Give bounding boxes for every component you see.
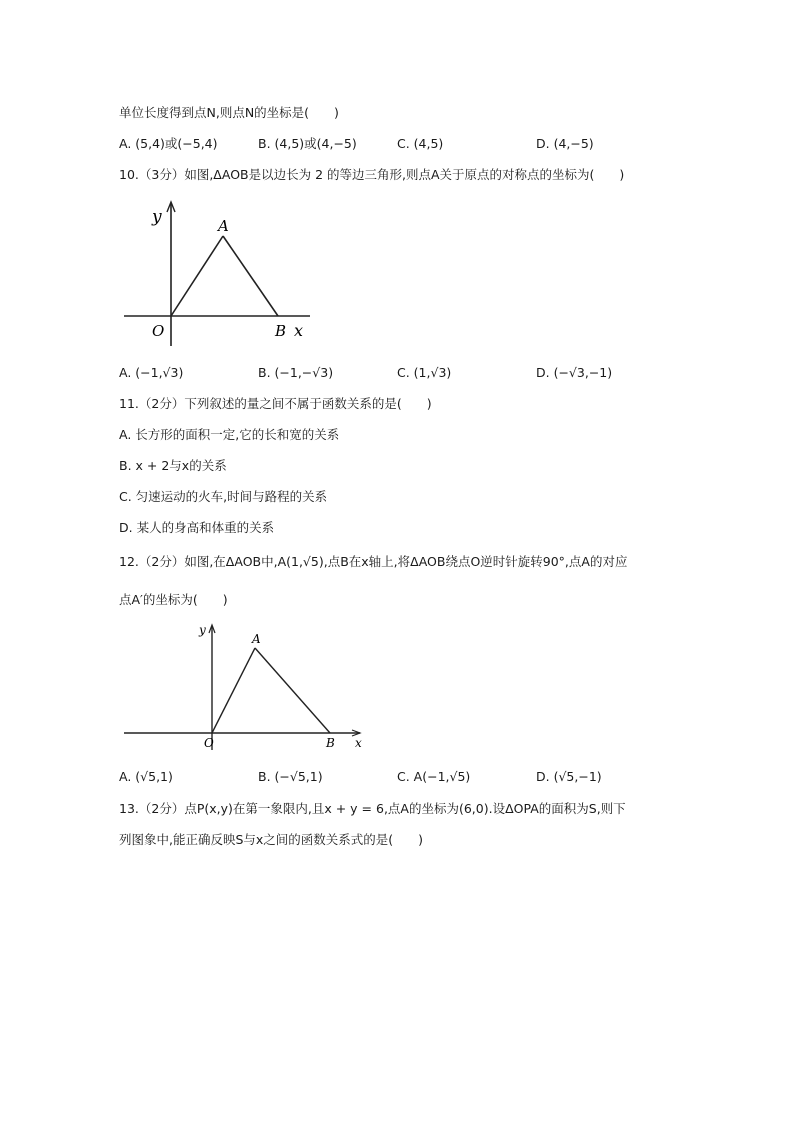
q9-option-d[interactable]: D. (4,−5)	[536, 136, 594, 151]
q9-stem-continuation: 单位长度得到点N,则点N的坐标是( )	[119, 105, 339, 120]
q10-a-label: A	[218, 217, 229, 235]
q12-a-label: A	[252, 632, 261, 646]
q12-side-ab	[255, 648, 330, 733]
q11-option-a[interactable]: A. 长方形的面积一定,它的长和宽的关系	[119, 427, 340, 442]
q12-option-a[interactable]: A. (√5,1)	[119, 769, 173, 784]
q12-option-c[interactable]: C. A(−1,√5)	[397, 769, 471, 784]
q12-stem-line1: 12.（2分）如图,在ΔAOB中,A(1,√5),点B在x轴上,将ΔAOB绕点O逆时针旋转90°,点A的对应	[119, 554, 628, 569]
q9-option-a[interactable]: A. (5,4)或(−5,4)	[119, 136, 218, 151]
q12-triangle-diagram	[122, 620, 370, 752]
q10-option-c[interactable]: C. (1,√3)	[397, 365, 452, 380]
q10-figure	[118, 196, 318, 348]
q12-option-d[interactable]: D. (√5,−1)	[536, 769, 602, 784]
q9-option-b[interactable]: B. (4,5)或(4,−5)	[258, 136, 357, 151]
q10-stem: 10.（3分）如图,ΔAOB是以边长为 2 的等边三角形,则点A关于原点的对称点的坐标为( )	[119, 167, 625, 182]
q13-stem-line2: 列图象中,能正确反映S与x之间的函数关系式的是( )	[119, 832, 424, 847]
q12-x-label: x	[355, 736, 362, 750]
q9-option-c[interactable]: C. (4,5)	[397, 136, 444, 151]
q10-o-label: O	[152, 322, 165, 340]
q12-y-label: y	[199, 623, 206, 637]
q10-option-d[interactable]: D. (−√3,−1)	[536, 365, 613, 380]
q11-option-d[interactable]: D. 某人的身高和体重的关系	[119, 520, 275, 535]
q10-b-label: B	[275, 322, 287, 340]
q10-side-ab	[223, 236, 278, 316]
q10-x-label: x	[294, 321, 304, 340]
q12-stem-line2: 点A′的坐标为( )	[119, 592, 228, 607]
q10-option-b[interactable]: B. (−1,−√3)	[258, 365, 334, 380]
q10-triangle-diagram	[118, 196, 318, 348]
q12-option-b[interactable]: B. (−√5,1)	[258, 769, 323, 784]
q12-b-label: B	[326, 736, 335, 750]
q11-stem: 11.（2分）下列叙述的量之间不属于函数关系的是( )	[119, 396, 432, 411]
q12-figure	[122, 620, 370, 752]
q11-option-b[interactable]: B. x + 2与x的关系	[119, 458, 227, 473]
q12-side-oa	[212, 648, 255, 733]
q10-option-a[interactable]: A. (−1,√3)	[119, 365, 184, 380]
q10-side-oa	[171, 236, 223, 316]
q11-option-c[interactable]: C. 匀速运动的火车,时间与路程的关系	[119, 489, 328, 504]
q13-stem-line1: 13.（2分）点P(x,y)在第一象限内,且x + y = 6,点A的坐标为(6,0).设ΔOPA的面积为S,则下	[119, 801, 626, 816]
q12-o-label: O	[204, 736, 214, 750]
q10-y-label: y	[152, 207, 162, 227]
